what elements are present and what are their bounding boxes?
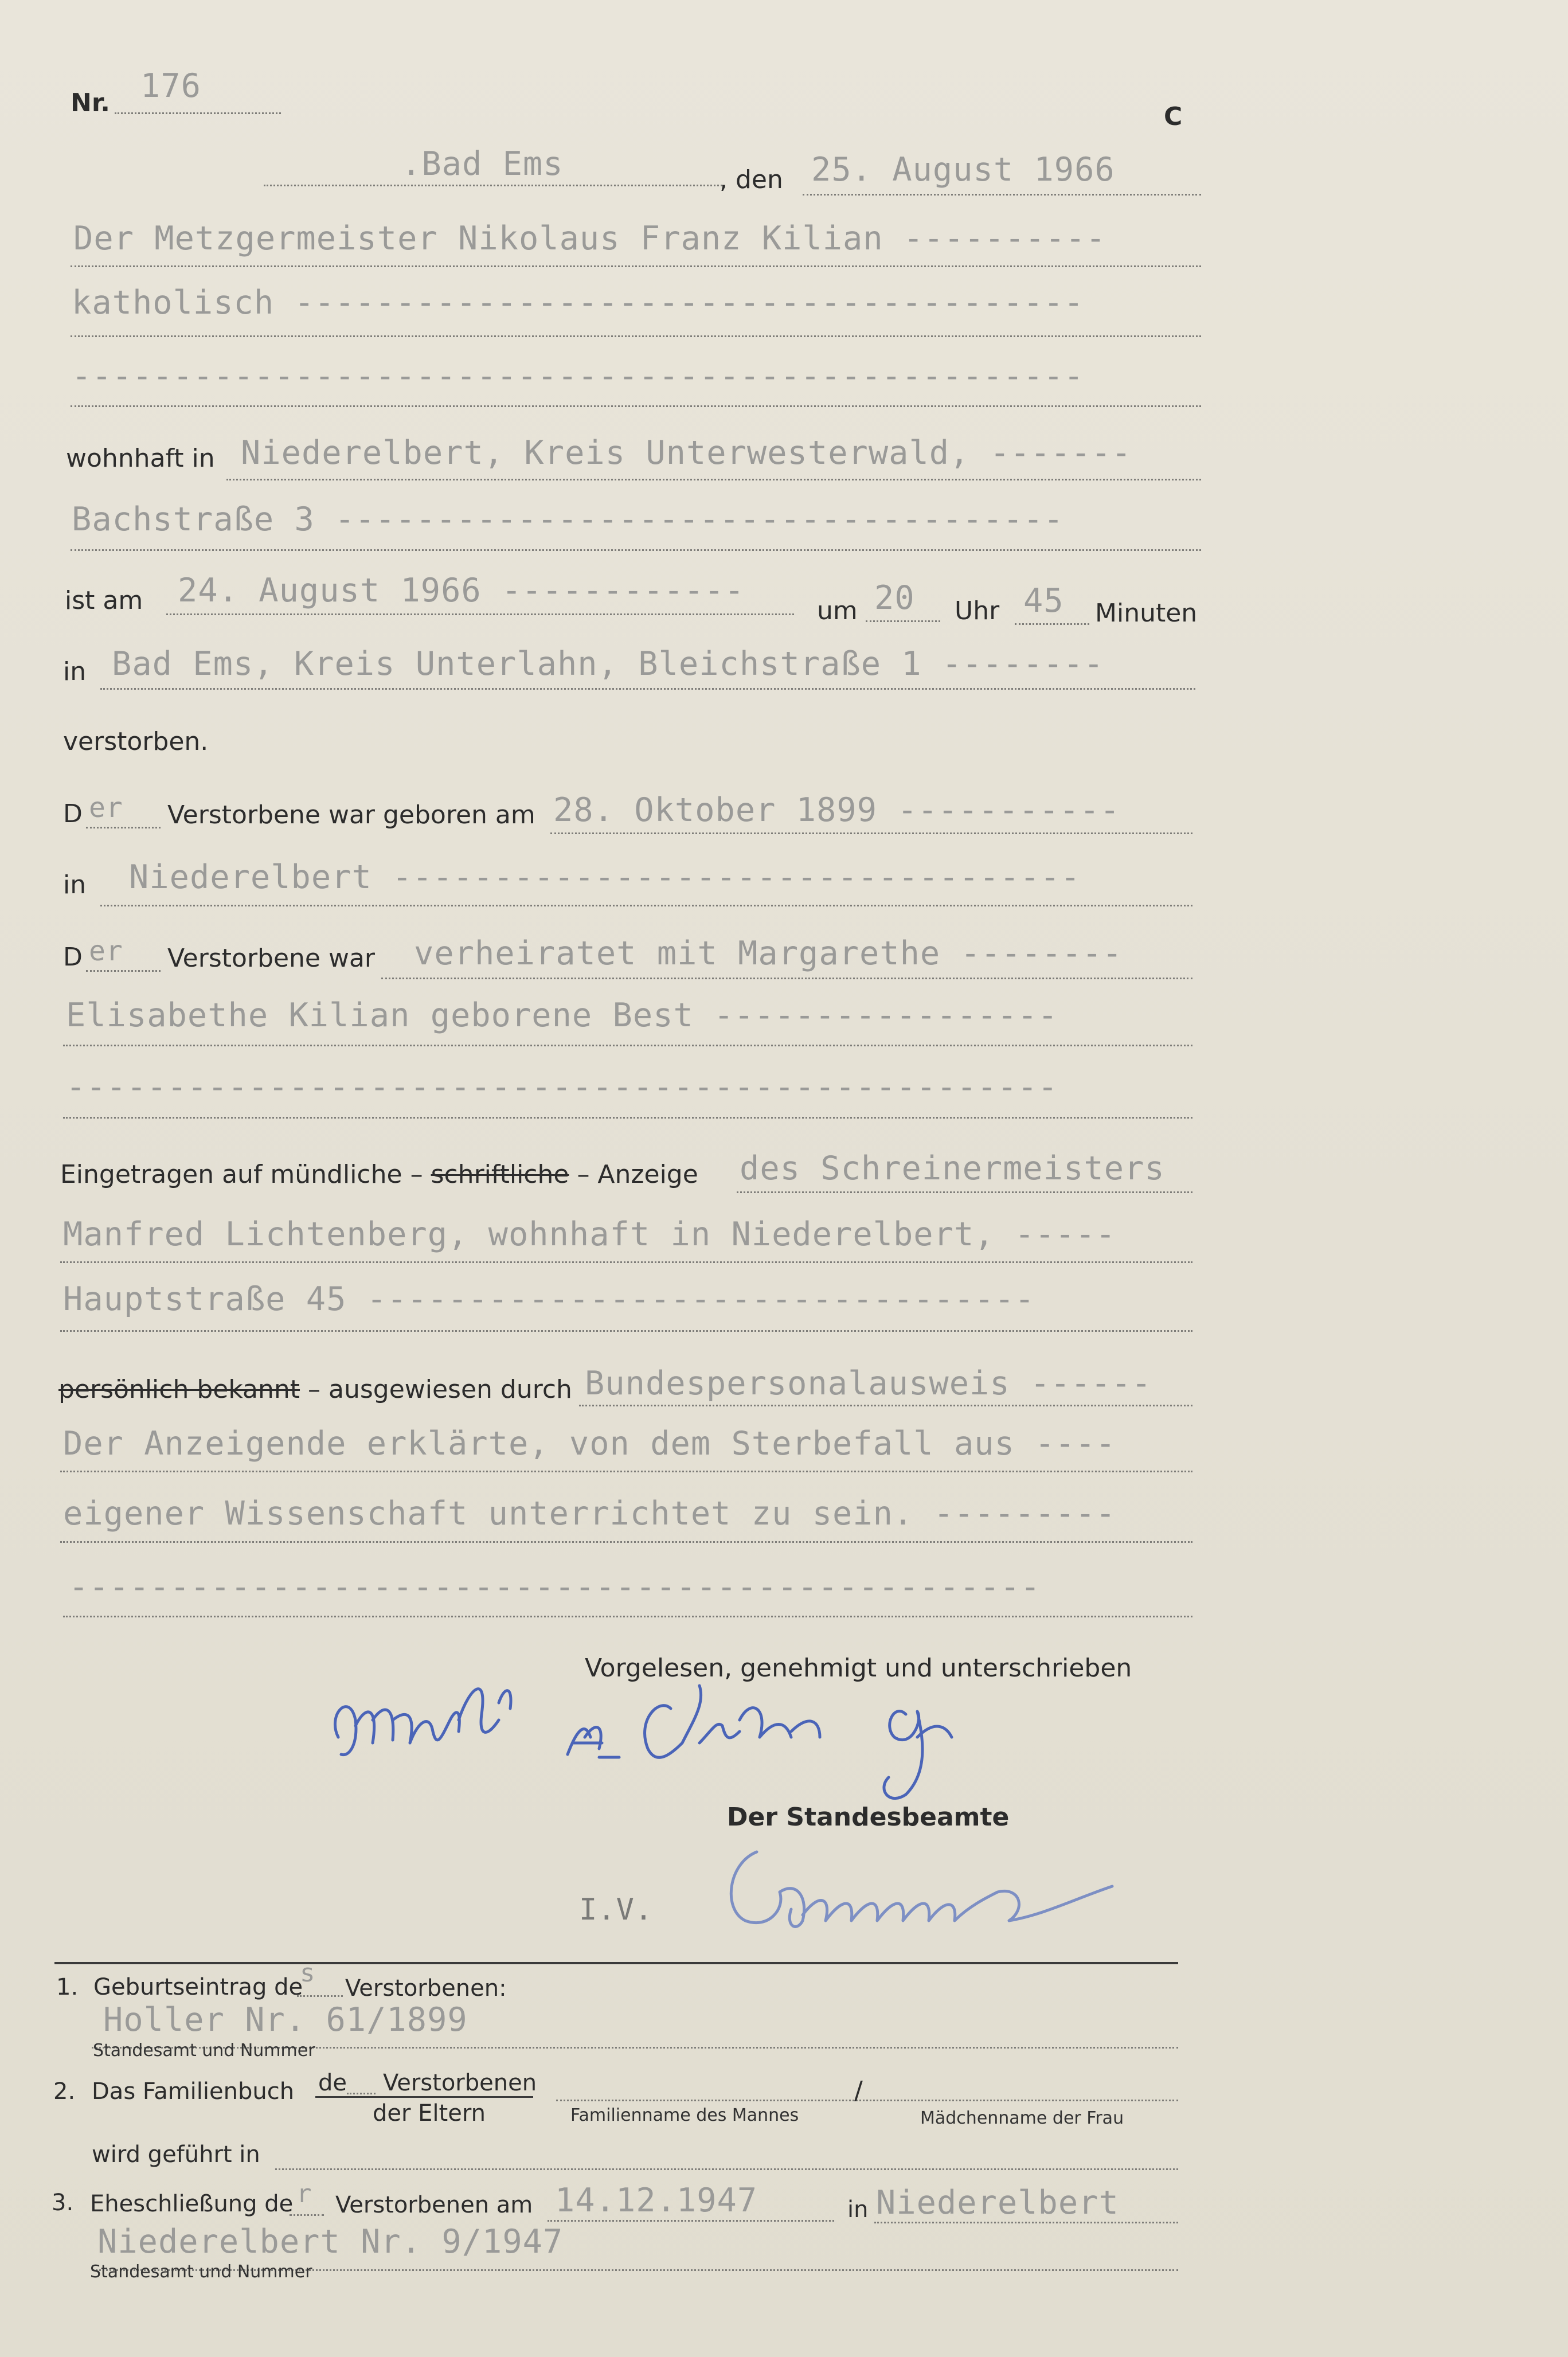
marital-dotted-3 bbox=[63, 1117, 1192, 1119]
death-date: 24. August 1966 ------------ bbox=[178, 572, 745, 609]
registration-line-3: Hauptstraße 45 --------------------------------- bbox=[63, 1280, 1035, 1318]
marital-line-1: verheiratet mit Margarethe -------- bbox=[414, 935, 1123, 972]
nr-dotted-line bbox=[115, 112, 281, 114]
footnote-1-suffix-dotted bbox=[297, 1995, 343, 1997]
birth-article-dotted bbox=[86, 827, 161, 828]
date-dotted-line bbox=[803, 194, 1201, 196]
death-place: Bad Ems, Kreis Unterlahn, Bleichstraße 1 -------- bbox=[112, 645, 1104, 683]
marital-line-3: ------------------------------------------------- bbox=[66, 1068, 1058, 1106]
marital-article-dotted bbox=[86, 970, 161, 972]
birth-place-label: in bbox=[63, 870, 87, 900]
place-dotted-line bbox=[264, 185, 722, 186]
footnote-2-de: de bbox=[318, 2070, 347, 2096]
footnote-2-eltern: der Eltern bbox=[373, 2100, 486, 2127]
footnote-3-label-a: Eheschließung de bbox=[90, 2191, 294, 2217]
death-hour: 20 bbox=[874, 579, 915, 617]
informant-signature bbox=[315, 1651, 1061, 1800]
verstorben-label: verstorben. bbox=[63, 727, 209, 756]
registration-dotted-1 bbox=[737, 1191, 1192, 1193]
registration-label-b: – Anzeige bbox=[569, 1160, 698, 1189]
birth-date-dotted bbox=[550, 832, 1192, 834]
identification-line-4: ------------------------------------------------ bbox=[69, 1568, 1041, 1606]
footnote-2-verstorbenen: Verstorbenen bbox=[383, 2070, 537, 2096]
person-dotted-2 bbox=[71, 335, 1201, 337]
marital-line-2: Elisabethe Kilian geborene Best ----------------- bbox=[66, 996, 1058, 1034]
footnote-2-fraction-line bbox=[315, 2096, 533, 2098]
marriage-register-entry: Niederelbert Nr. 9/1947 bbox=[97, 2223, 564, 2261]
footnote-2-number: 2. bbox=[53, 2078, 76, 2105]
uhr-label: Uhr bbox=[955, 596, 1000, 626]
footnote-2-de-dotted bbox=[347, 2093, 376, 2094]
death-date-dotted bbox=[166, 613, 794, 615]
death-date-label: ist am bbox=[65, 586, 143, 615]
nr-label: Nr. bbox=[71, 88, 110, 118]
footnote-2-wird-dotted bbox=[275, 2168, 1178, 2170]
birth-date: 28. Oktober 1899 ----------- bbox=[553, 791, 1120, 829]
residence-dotted-1 bbox=[226, 479, 1201, 480]
registration-dotted-2 bbox=[60, 1261, 1192, 1263]
footnote-3-suffix-dotted bbox=[290, 2214, 324, 2216]
marital-article: er bbox=[89, 935, 123, 967]
marital-d-label: D bbox=[63, 943, 83, 972]
marital-dotted-2 bbox=[63, 1045, 1192, 1046]
identification-line-3: eigener Wissenschaft unterrichtet zu sein. --------- bbox=[63, 1495, 1116, 1533]
minuten-label: Minuten bbox=[1095, 599, 1198, 628]
footnote-2-wird: wird geführt in bbox=[92, 2141, 260, 2168]
registration-line-1: des Schreinermeisters bbox=[740, 1150, 1165, 1187]
birth-register-entry: Holler Nr. 61/1899 bbox=[103, 2001, 468, 2039]
person-dotted-3 bbox=[71, 405, 1201, 407]
residence-line-1: Niederelbert, Kreis Unterwesterwald, ------- bbox=[241, 434, 1132, 472]
iv-label: I.V. bbox=[579, 1893, 654, 1927]
person-line-3: -------------------------------------------------- bbox=[72, 357, 1084, 395]
marriage-place-dotted bbox=[874, 2222, 1178, 2223]
footnote-3-in: in bbox=[847, 2196, 869, 2223]
footnote-2-label: Das Familienbuch bbox=[92, 2078, 295, 2105]
id-dotted-3 bbox=[60, 1541, 1192, 1543]
birth-label: Verstorbene war geboren am bbox=[167, 800, 535, 830]
marital-label: Verstorbene war bbox=[167, 944, 376, 973]
footnote-2-name-dotted bbox=[556, 2100, 1178, 2101]
person-line-2: katholisch --------------------------------------- bbox=[72, 284, 1084, 322]
residence-label: wohnhaft in bbox=[66, 444, 215, 473]
death-minutes: 45 bbox=[1023, 582, 1064, 620]
record-date: 25. August 1966 bbox=[811, 151, 1115, 189]
official-title: Der Standesbeamte bbox=[727, 1803, 1010, 1832]
official-signature bbox=[711, 1835, 1158, 1938]
minutes-dotted bbox=[1015, 623, 1089, 625]
footnote-2-caption-husband: Familienname des Mannes bbox=[570, 2105, 799, 2125]
residence-dotted-2 bbox=[71, 549, 1201, 551]
footnote-3-label-b: Verstorbenen am bbox=[335, 2192, 533, 2218]
footnote-1-suffix: s bbox=[300, 1959, 316, 1988]
nr-value: 176 bbox=[140, 67, 201, 105]
hour-dotted bbox=[866, 620, 940, 622]
den-label: , den bbox=[720, 165, 783, 194]
marriage-place: Niederelbert bbox=[876, 2184, 1119, 2222]
marriage-date-dotted bbox=[548, 2220, 834, 2222]
id-dotted-1 bbox=[579, 1405, 1192, 1406]
footnote-2-slash: / bbox=[854, 2076, 863, 2105]
identification-label-struck: persönlich bekannt bbox=[58, 1375, 300, 1404]
registration-dotted-3 bbox=[60, 1330, 1192, 1332]
person-line-1: Der Metzgermeister Nikolaus Franz Kilian ---------- bbox=[73, 220, 1106, 257]
form-letter: C bbox=[1164, 102, 1183, 131]
footnote-3-number: 3. bbox=[52, 2190, 74, 2216]
footnote-3-caption: Standesamt und Nummer bbox=[90, 2262, 312, 2282]
footnote-3-suffix: r bbox=[296, 2179, 312, 2209]
footer-separator bbox=[54, 1962, 1178, 1964]
id-dotted-4 bbox=[63, 1616, 1192, 1617]
footnote-1-caption: Standesamt und Nummer bbox=[93, 2041, 315, 2061]
footnote-2-caption-wife: Mädchenname der Frau bbox=[920, 2108, 1124, 2128]
person-dotted-1 bbox=[71, 265, 1201, 267]
death-place-dotted bbox=[100, 688, 1195, 690]
marital-dotted-1 bbox=[381, 978, 1192, 979]
identification-label-rest: – ausgewiesen durch bbox=[300, 1375, 572, 1404]
death-place-label: in bbox=[63, 657, 87, 686]
id-dotted-2 bbox=[60, 1471, 1192, 1472]
confirmation-text: Vorgelesen, genehmigt und unterschrieben bbox=[585, 1654, 1132, 1683]
registration-label-a: Eingetragen auf mündliche – bbox=[60, 1160, 431, 1189]
birth-place-dotted bbox=[100, 905, 1192, 906]
id-document: Bundespersonalausweis ------ bbox=[585, 1365, 1152, 1402]
registration-line-2: Manfred Lichtenberg, wohnhaft in Niederelbert, ----- bbox=[63, 1215, 1116, 1253]
registration-label-struck: schriftliche bbox=[431, 1160, 569, 1189]
registration-label bbox=[60, 1162, 698, 1187]
place-value: .Bad Ems bbox=[401, 145, 564, 183]
um-label: um bbox=[817, 596, 858, 626]
footnote-1-label-a: Geburtseintrag de bbox=[93, 1974, 303, 2000]
identification-line-2: Der Anzeigende erklärte, von dem Sterbefall aus ---- bbox=[63, 1425, 1116, 1463]
birth-place: Niederelbert ---------------------------------- bbox=[129, 858, 1081, 896]
birth-d-label: D bbox=[63, 799, 83, 828]
birth-article: er bbox=[89, 792, 123, 824]
marriage-date: 14.12.1947 bbox=[555, 2182, 758, 2219]
residence-line-2: Bachstraße 3 ------------------------------------ bbox=[72, 501, 1064, 538]
footnote-1-label-b: Verstorbenen: bbox=[345, 1975, 507, 2002]
identification-label bbox=[58, 1377, 572, 1402]
footnote-1-number: 1. bbox=[56, 1974, 79, 2000]
